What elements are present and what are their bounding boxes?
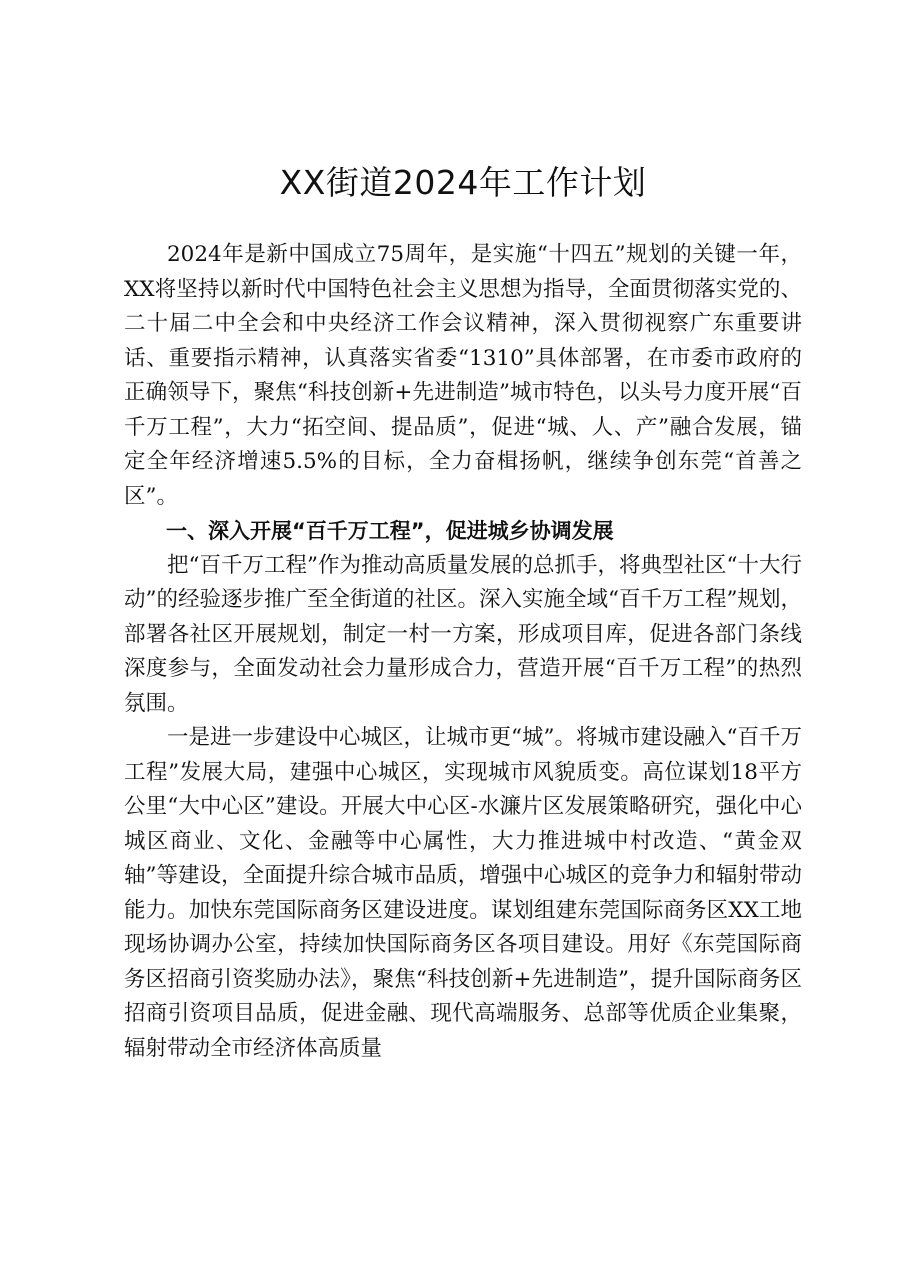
intro-paragraph: 2024年是新中国成立75周年，是实施“十四五”规划的关键一年，XX将坚持以新时代中国特色社会主义思想为指导，全面贯彻落实党的、二十届二中全会和中央经济工作会议精神，深入贯彻视察广东重要讲话、重要指示精神，认真落实省委“1310”具体部署，在市委市政府的正确领导下，聚焦“科技创新+先进制造”城市特色，以头号力度开展“百千万工程”，大力“拓空间、提品质”，促进“城、人、产”融合发展，锚定全年经济增速5.5%的目标，全力奋楫扬帆，继续争创东莞“首善之区”。	[124, 242, 802, 509]
section1-paragraph-1: 把“百千万工程”作为推动高质量发展的总抓手，将典型社区“十大行动”的经验逐步推广至全街道的社区。深入实施全域“百千万工程”规划，部署各社区开展规划，制定一村一方案，形成项目库，促进各部门条线深度参与，全面发动社会力量形成合力，营造开展“百千万工程”的热烈氛围。	[124, 552, 802, 716]
section-heading-1: 一、深入开展“百千万工程”，促进城乡协调发展	[166, 519, 614, 543]
section1-paragraph-2: 一是进一步建设中心城区，让城市更“城”。将城市建设融入“百千万工程”发展大局，建强中心城区，实现城市风貌质变。高位谋划18平方公里“大中心区”建设。开展大中心区-水濂片区发展策略研究，强化中心城区商业、文化、金融等中心属性，大力推进城中村改造、“黄金双轴”等建设，全面提升综合城市品质，增强中心城区的竞争力和辐射带动能力。加快东莞国际商务区建设进度。谋划组建东莞国际商务区XX工地现场协调办公室，持续加快国际商务区各项目建设。用好《东莞国际商务区招商引资奖励办法》，聚焦“科技创新+先进制造”，提升国际商务区招商引资项目品质，促进金融、现代高端服务、总部等优质企业集聚，辐射带动全市经济体高质量	[124, 725, 802, 1061]
document-title: XX街道2024年工作计划	[279, 163, 647, 202]
document-page	[124, 160, 802, 1066]
